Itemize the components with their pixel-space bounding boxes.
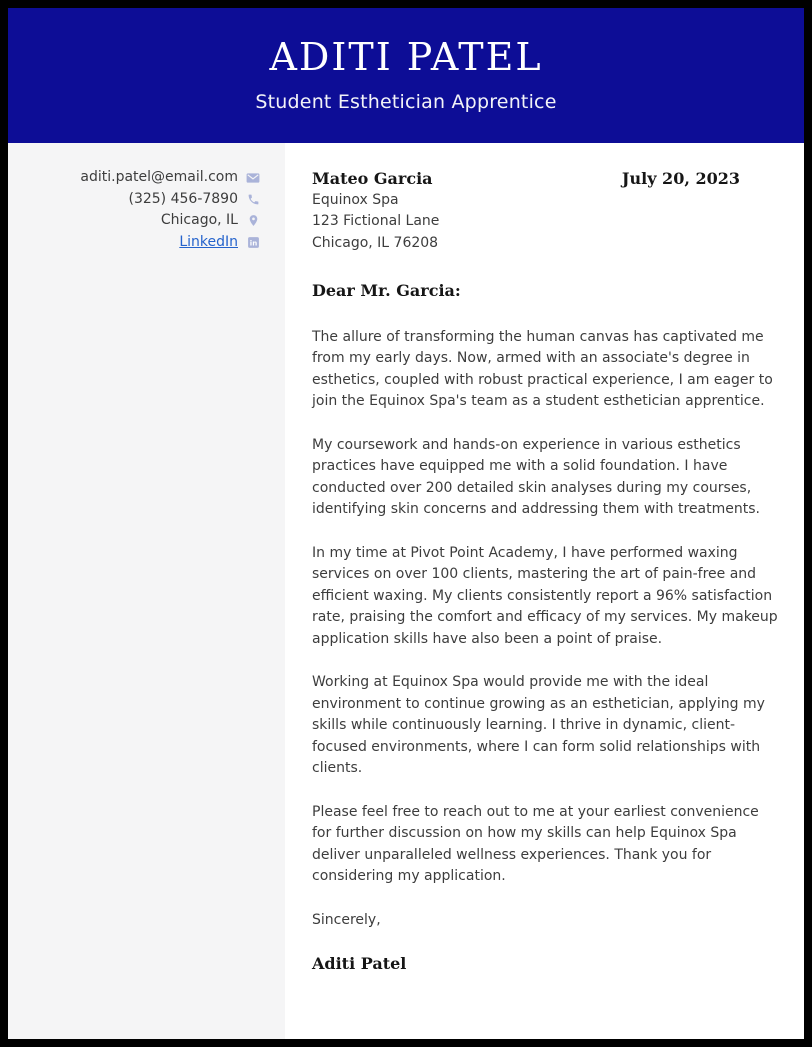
- header-band: [8, 8, 804, 143]
- letter-paragraph: In my time at Pivot Point Academy, I have performed waxing services on over 100 clients, mastering the art of pain-free and efficient waxing. My clients consistently report a 96% satisfaction rate, praising the comfort and efficacy of my services. My makeup application skills have also been a point of praise.: [312, 544, 778, 647]
- contact-location-text: Chicago, IL: [160, 212, 238, 228]
- signature-name: Aditi Patel: [312, 954, 407, 973]
- contact-linkedin-row: [18, 232, 260, 254]
- svg-text:in: in: [249, 238, 257, 248]
- letter-paragraph: My coursework and hands-on experience in various esthetics practices have equipped me with a solid foundation. I have conducted over 200 detailed skin analyses during my courses, identifying skin concerns and addressing them with treatments.: [312, 436, 760, 517]
- recipient-company: Equinox Spa: [312, 191, 399, 208]
- salutation: Dear Mr. Garcia:: [312, 281, 461, 300]
- contact-email-text: aditi.patel@email.com: [80, 169, 238, 185]
- letter-paragraph: Working at Equinox Spa would provide me with the ideal environment to continue growing as an esthetician, applying my skills while continuously learning. I thrive in dynamic, client-focused environments, where I can form solid relationships with clients.: [312, 674, 765, 776]
- linkedin-icon: [246, 235, 260, 249]
- phone-icon: [246, 192, 260, 206]
- contact-location-row: [18, 210, 260, 232]
- contact-phone-text: (325) 456-7890: [128, 190, 238, 207]
- letter-paragraph: Please feel free to reach out to me at your earliest convenience for further discussion on how my skills can help Equinox Spa deliver unparalleled wellness experiences. Thank you for considering my application.: [312, 803, 759, 884]
- letter-head: [312, 168, 778, 254]
- candidate-name: ADITI PATEL: [269, 35, 543, 79]
- recipient-block: [312, 168, 439, 254]
- letter-date: July 20, 2023: [621, 169, 740, 188]
- letter-body: [285, 143, 804, 1039]
- candidate-job-title: Student Esthetician Apprentice: [255, 90, 557, 113]
- letter-paragraph: The allure of transforming the human canvas has captivated me from my early days. Now, armed with an associate's degree in esthetics, coupled with robust practical experience, I am eager to join the Equinox Spa's team as a student esthetician apprentice.: [312, 328, 773, 409]
- recipient-city: Chicago, IL 76208: [312, 234, 439, 251]
- email-icon: [246, 171, 260, 185]
- linkedin-link[interactable]: LinkedIn: [179, 233, 238, 250]
- contact-email-row: [18, 167, 260, 189]
- closing: Sincerely,: [312, 911, 381, 928]
- recipient-name: Mateo Garcia: [312, 169, 433, 188]
- recipient-street: 123 Fictional Lane: [312, 213, 440, 229]
- contact-sidebar: [8, 143, 285, 1039]
- contact-phone-row: [18, 189, 260, 211]
- location-pin-icon: [246, 214, 260, 228]
